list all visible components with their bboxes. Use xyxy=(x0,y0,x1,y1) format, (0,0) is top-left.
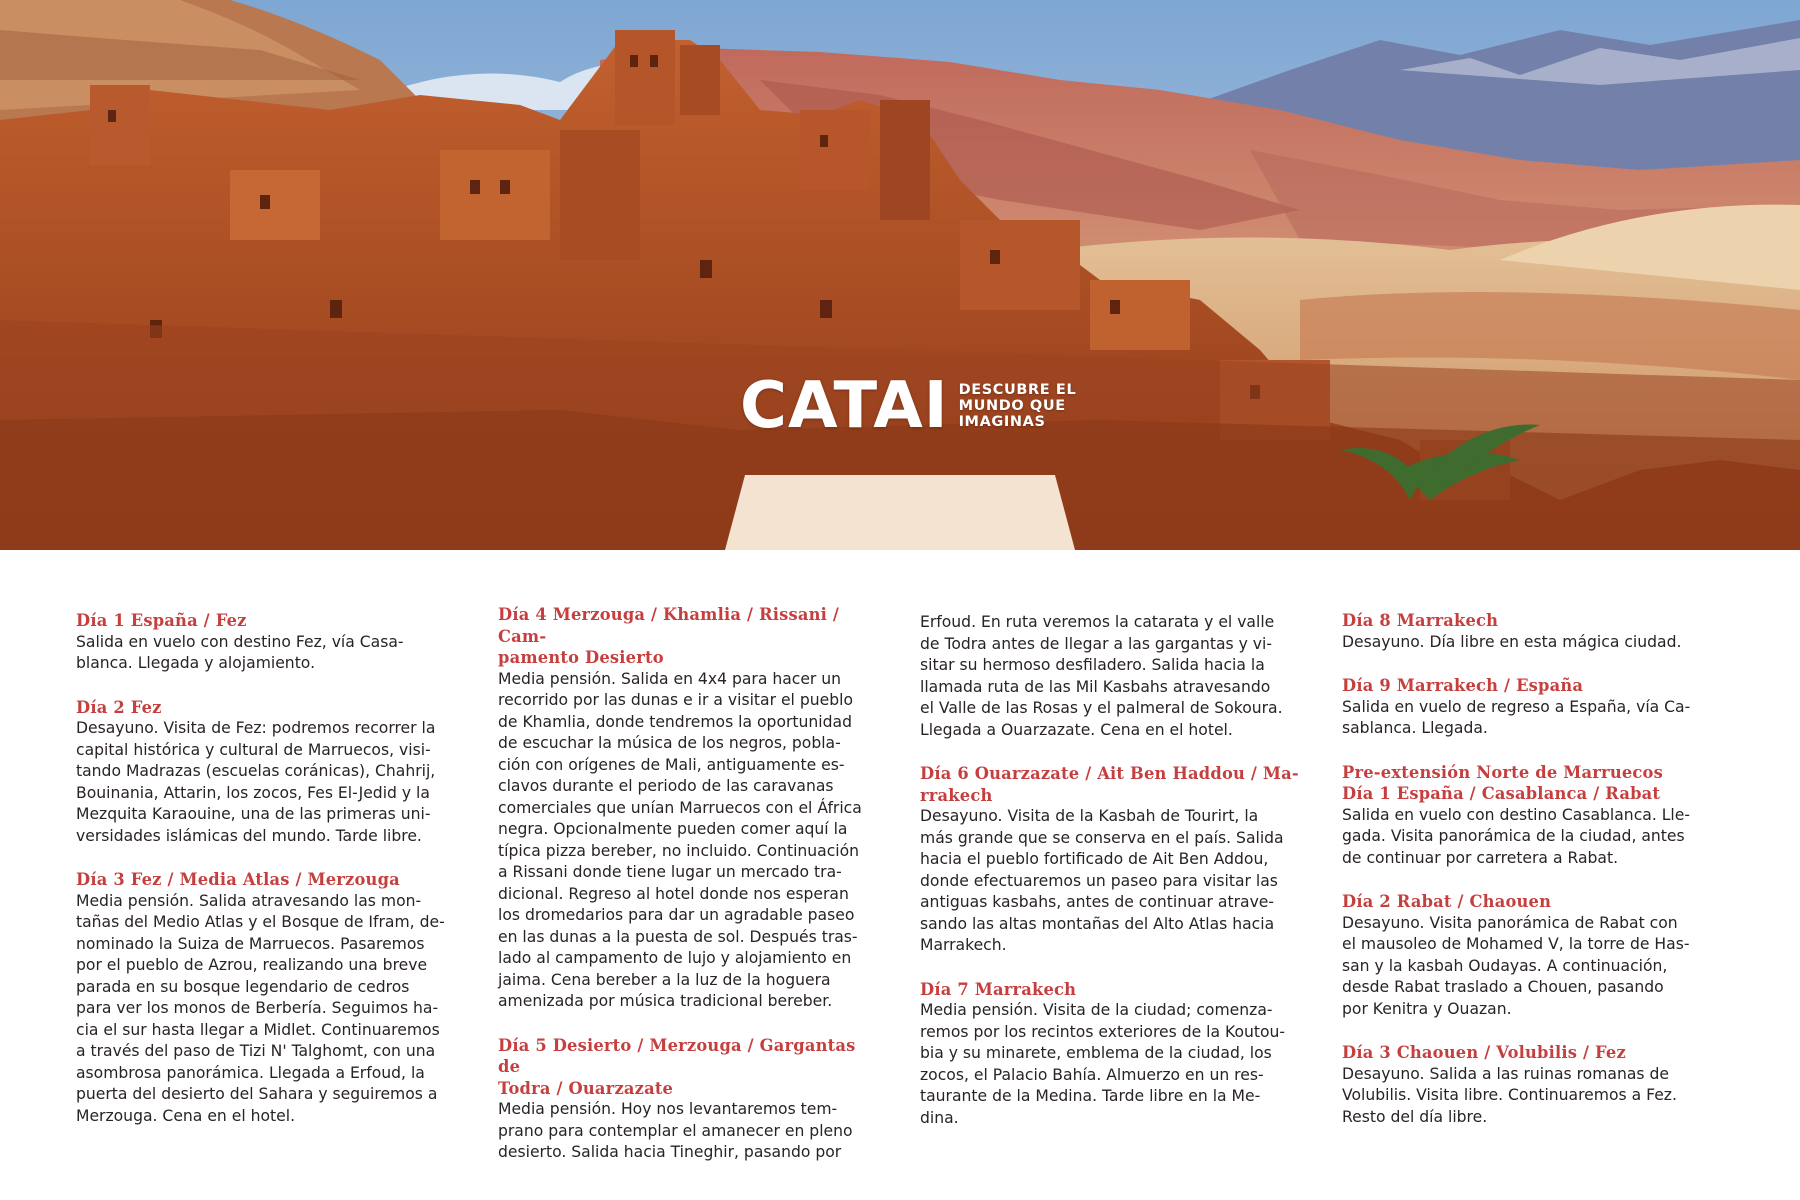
tagline-line: MUNDO QUE xyxy=(958,398,1066,414)
itinerary-day xyxy=(920,763,1304,957)
tagline-line: IMAGINAS xyxy=(958,414,1046,430)
day-description: Media pensión. Hoy nos levantaremos tem- prano para contemplar el amanecer en pleno desierto. Salida hacia Tineghir, pasando por xyxy=(498,1100,853,1161)
day-description: Desayuno. Visita panorámica de Rabat con el mausoleo de Mohamed V, la torre de Has- san y la kasbah Oudayas. A continuación, desde Rabat traslado a Chouen, pasando por Kenitra y Ouazan. xyxy=(1342,913,1690,1018)
day-heading: Día 7 Marrakech xyxy=(920,979,1077,999)
day-heading: Día 9 Marrakech / España xyxy=(1342,676,1584,695)
day-heading: Día 6 Ouarzazate / Ait Ben Haddou / Ma- rrakech xyxy=(920,764,1299,805)
brand-tagline xyxy=(959,382,1077,430)
itinerary-column xyxy=(76,610,460,1186)
day-heading: Día 1 España / Fez xyxy=(76,611,247,630)
day-heading: Día 3 Chaouen / Volubilis / Fez xyxy=(1342,1043,1626,1062)
day-description: Media pensión. Salida en 4x4 para hacer un recorrido por las dunas e ir a visitar el pueblo de Khamlia, donde tendremos la oportunidad de escuchar la música de los negros, pobla- ción con orígenes de Mali, antiguamente es- clavos durante el periodo de las caravanas comerciales que unían Marruecos con el África negra. Opcionalmente pueden comer aquí la típica pizza bereber, no incluido. Continuación a Rissani donde tiene lugar un mercado tra- dicional. Regreso al hotel donde nos esperan los dromedarios para dar un agradable paseo en las dunas a la puesta de sol. Después tras- lado al campamento de lujo y alojamiento en jaima. Cena bereber a la luz de la hoguera amenizada por música tradicional bereber. xyxy=(498,669,862,1010)
day-description: Media pensión. Visita de la ciudad; comenza- remos por los recintos exteriores de la Koutou- bia y su minarete, emblema de la ciudad, los zocos, el Palacio Bahía. Almuerzo en un res- taurante de la Medina. Tarde libre en la Me- dina. xyxy=(920,1001,1286,1127)
itinerary-day xyxy=(1342,610,1726,653)
day-heading: Día 4 Merzouga / Khamlia / Rissani / Cam- pamento Desierto xyxy=(498,605,840,667)
itinerary-day xyxy=(1342,891,1726,1020)
itinerary-column xyxy=(920,612,1304,1186)
day-description: Media pensión. Salida atravesando las mon- tañas del Medio Atlas y el Bosque de Ifram, de- nominado la Suiza de Marruecos. Pasaremos por el pueblo de Azrou, realizando una breve parada en su bosque legendario de cedros para ver los monos de Berbería. Seguimos ha- cia el sur hasta llegar a Midlet. Continuaremos a través del paso de Tizi N' Talghomt, con una asombrosa panorámica. Llegada a Erfoud, la puerta del desierto del Sahara y seguiremos a Merzouga. Cena en el hotel. xyxy=(76,891,445,1125)
hero-photo xyxy=(0,0,1800,550)
day-description: Desayuno. Visita de Fez: podremos recorrer la capital histórica y cultural de Marruecos, visi- tando Madrazas (escuelas coránicas), Chahrij, Bouinania, Attarin, los zocos, Fes El-Jedid y la Mezquita Karaouine, una de las primeras uni- versidades islámicas del mundo. Tarde libre. xyxy=(76,719,436,845)
itinerary-day xyxy=(1342,675,1726,740)
itinerary-day xyxy=(76,610,460,675)
day-heading: Pre-extensión Norte de Marruecos Día 1 España / Casablanca / Rabat xyxy=(1342,762,1663,803)
brand-name: CATAI xyxy=(740,369,949,443)
day-heading: Día 5 Desierto / Merzouga / Gargantas de Todra / Ouarzazate xyxy=(498,1035,856,1098)
day-description: Desayuno. Salida a las ruinas romanas de Volubilis. Visita libre. Continuaremos a Fez. Resto del día libre. xyxy=(1342,1064,1677,1126)
day-heading: Día 2 Rabat / Chaouen xyxy=(1342,892,1552,911)
itinerary-columns xyxy=(76,605,1726,1186)
itinerary-column xyxy=(498,604,882,1186)
day-description: Desayuno. Día libre en esta mágica ciudad. xyxy=(1342,632,1682,651)
itinerary-day xyxy=(1342,762,1726,870)
day-heading: Día 8 Marrakech xyxy=(1342,611,1499,630)
day-heading: Día 3 Fez / Media Atlas / Merzouga xyxy=(76,870,400,889)
itinerary-day xyxy=(920,612,1304,741)
day-description: Salida en vuelo con destino Casablanca. Lle- gada. Visita panorámica de la ciudad, antes de continuar por carretera a Rabat. xyxy=(1342,805,1690,867)
itinerary-day xyxy=(498,1035,882,1164)
itinerary-day xyxy=(76,869,460,1127)
itinerary-column xyxy=(1342,610,1726,1186)
catai-logo xyxy=(740,369,1077,443)
itinerary-day xyxy=(1342,1042,1726,1128)
day-description: Erfoud. En ruta veremos la catarata y el valle de Todra antes de llegar a las gargantas y vi- sitar su hermoso desfiladero. Salida hacia la llamada ruta de las Mil Kasbahs atravesando el Valle de las Rosas y el palmeral de Sokoura. Llegada a Ouarzazate. Cena en el hotel. xyxy=(920,613,1283,739)
day-heading: Día 2 Fez xyxy=(76,697,162,717)
itinerary-day xyxy=(498,604,882,1013)
tagline-line: DESCUBRE EL xyxy=(958,382,1077,398)
kasbah-landscape-image xyxy=(0,0,1800,550)
day-description: Desayuno. Visita de la Kasbah de Tourirt, la más grande que se conserva en el país. Salida hacia el pueblo fortificado de Ait Ben Addou, donde efectuaremos un paseo para visitar las antiguas kasbahs, antes de continuar atrave- sando las altas montañas del Alto Atlas hacia Marrakech. xyxy=(920,807,1284,954)
day-description: Salida en vuelo de regreso a España, vía Ca- sablanca. Llegada. xyxy=(1342,697,1691,737)
day-description: Salida en vuelo con destino Fez, vía Casa- blanca. Llegada y alojamiento. xyxy=(76,632,404,672)
itinerary-day xyxy=(76,697,460,848)
itinerary-day xyxy=(920,979,1304,1130)
